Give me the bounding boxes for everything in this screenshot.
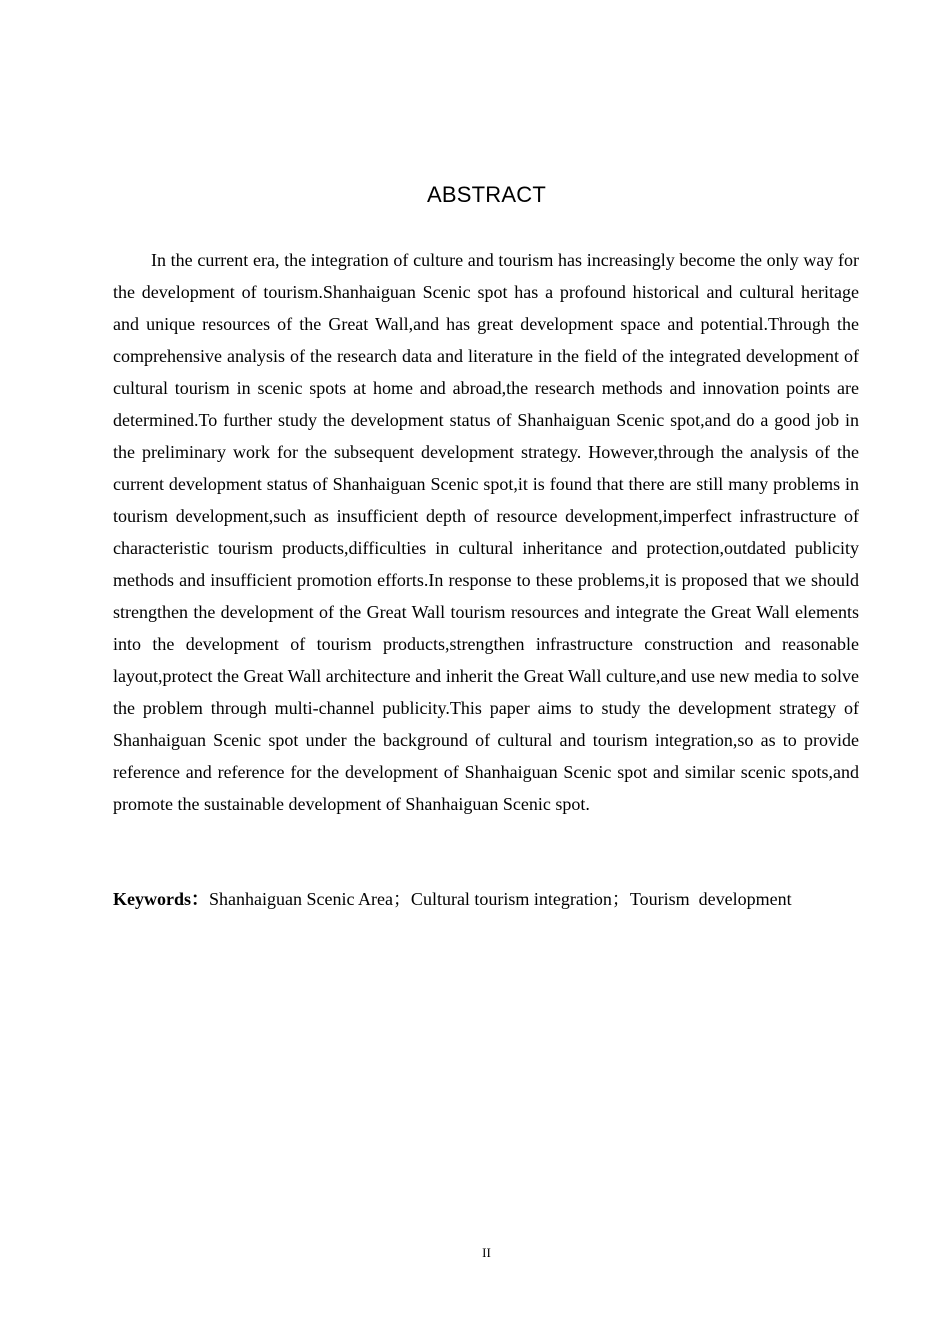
keywords-label: Keywords： bbox=[113, 889, 209, 909]
keywords-line bbox=[113, 883, 873, 915]
abstract-title: ABSTRACT bbox=[427, 182, 546, 207]
keywords-text: Shanhaiguan Scenic Area；Cultural tourism integration；Tourism development bbox=[209, 889, 792, 909]
abstract-body: In the current era, the integration of culture and tourism has increasingly become the only way for the development of tourism.Shanhaiguan Scenic spot has a profound historical and cultural heritage and unique resources of the Great Wall,and has great development space and potential.Through the comprehensive analysis of the research data and literature in the field of the integrated development of cultural tourism in scenic spots at home and abroad,the research methods and innovation points are determined.To further study the development status of Shanhaiguan Scenic spot,and do a good job in the preliminary work for the subsequent development strategy. However,through the analysis of the current development status of Shanhaiguan Scenic spot,it is found that there are still many problems in tourism development,such as insufficient depth of resource development,imperfect infrastructure of characteristic tourism products,difficulties in cultural inheritance and protection,outdated publicity methods and insufficient promotion efforts.In response to these problems,it is proposed that we should strengthen the development of the Great Wall tourism resources and integrate the Great Wall elements into the development of tourism products,strengthen infrastructure construction and reasonable layout,protect the Great Wall architecture and inherit the Great Wall culture,and use new media to solve the problem through multi-channel publicity.This paper aims to study the development strategy of Shanhaiguan Scenic spot under the background of cultural and tourism integration,so as to provide reference and reference for the development of Shanhaiguan Scenic spot and similar scenic spots,and promote the sustainable development of Shanhaiguan Scenic spot. bbox=[113, 250, 859, 814]
page-number: II bbox=[482, 1245, 491, 1260]
